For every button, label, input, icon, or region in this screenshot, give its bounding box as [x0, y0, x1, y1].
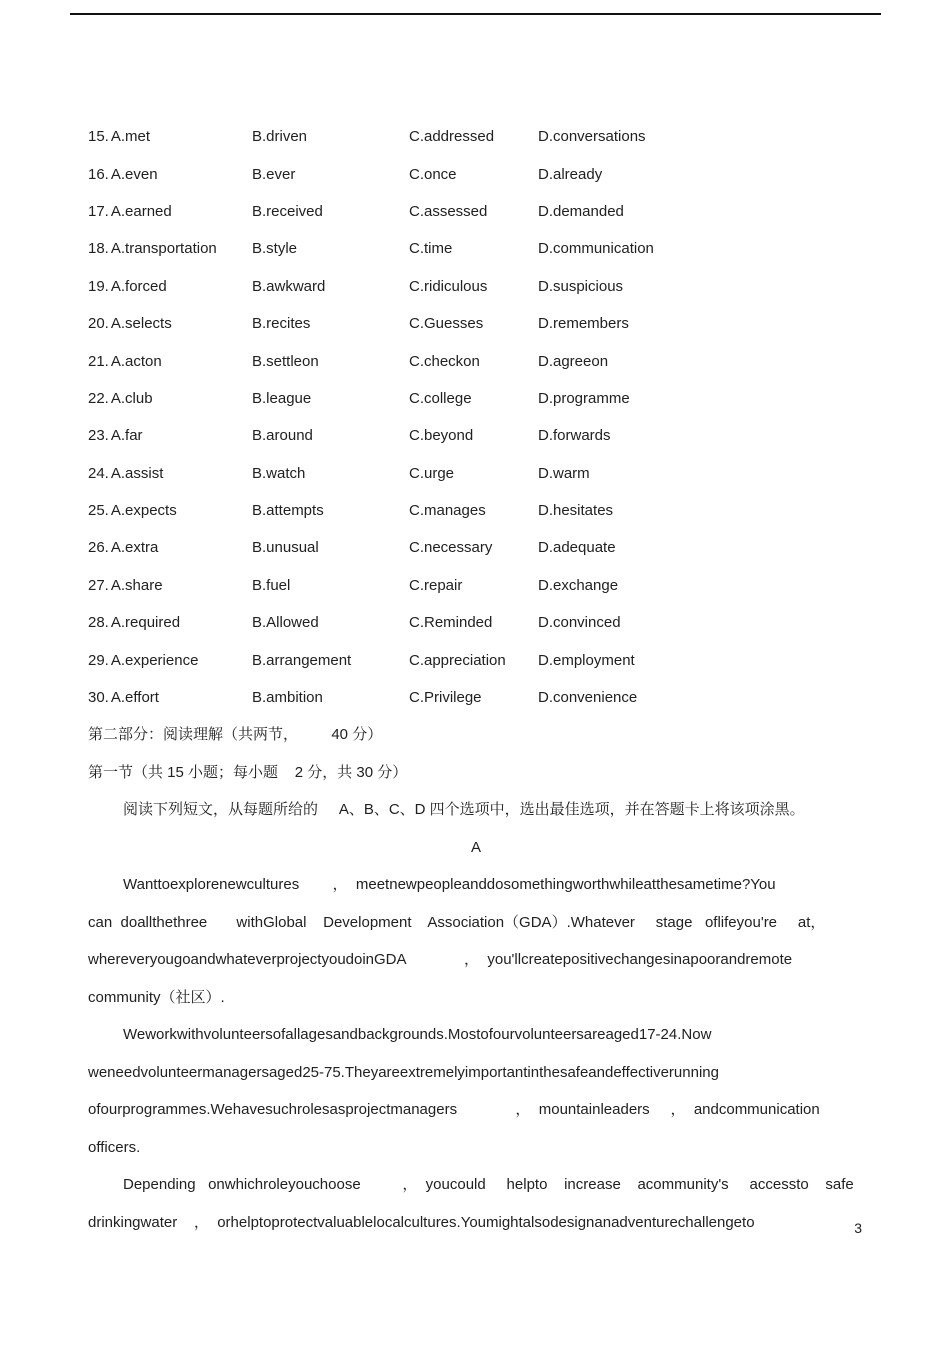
passage-line: officers.: [88, 1138, 141, 1156]
option-a: A.acton: [110, 352, 162, 370]
question-row: [88, 230, 864, 267]
option-a: A.earned: [110, 202, 172, 220]
question-number: 21.: [88, 352, 109, 370]
question-row: [88, 604, 864, 641]
option-c: C.addressed: [409, 128, 495, 146]
question-number: 28.: [88, 614, 109, 632]
question-number: 19.: [88, 277, 109, 295]
option-c: C.college: [409, 389, 472, 407]
part2-heading: 第二部分：阅读理解（共两节， 40 分）: [88, 726, 383, 744]
option-b: B.awkward: [252, 277, 326, 295]
option-b: B.ever: [252, 165, 296, 183]
option-d: D.agreeon: [538, 352, 609, 370]
option-b: B.watch: [252, 464, 306, 482]
passage-line: whereveryougoandwhateverprojectyoudoinGDA ， you'llcreatepositivechangesinapoorandremote: [88, 951, 793, 969]
option-b: B.settleon: [252, 352, 319, 370]
option-a: A.required: [110, 614, 181, 632]
option-a: A.effort: [110, 689, 159, 707]
question-row: [88, 305, 864, 342]
passage-paragraph-3: [88, 1166, 864, 1241]
option-c: C.once: [409, 165, 457, 183]
question-row: [88, 567, 864, 604]
question-number: 16.: [88, 165, 109, 183]
option-d: D.adequate: [538, 539, 616, 557]
option-b: B.style: [252, 240, 298, 258]
option-c: C.Reminded: [409, 614, 493, 632]
option-b: B.received: [252, 202, 323, 220]
page-content: [88, 118, 864, 1241]
reading-instructions: 阅读下列短文，从每题所给的 A、B、C、D 四个选项中，选出最佳选项，并在答题卡上将该项涂黑。: [123, 801, 805, 819]
question-row: [88, 455, 864, 492]
passage-line: community（社区）.: [88, 988, 225, 1006]
top-rule: [70, 13, 881, 15]
option-a: A.far: [110, 427, 143, 445]
question-number: 24.: [88, 464, 109, 482]
option-d: D.suspicious: [538, 277, 624, 295]
option-a: A.even: [110, 165, 158, 183]
option-c: C.necessary: [409, 539, 493, 557]
option-b: B.around: [252, 427, 313, 445]
option-a: A.club: [110, 389, 153, 407]
question-row: [88, 417, 864, 454]
question-number: 15.: [88, 128, 109, 146]
option-b: B.Allowed: [252, 614, 319, 632]
option-c: C.urge: [409, 464, 455, 482]
option-d: D.remembers: [538, 315, 629, 333]
option-a: A.share: [110, 576, 163, 594]
section1-heading: 第一节（共 15 小题；每小题 2 分，共 30 分）: [88, 763, 408, 781]
passage-paragraph-1: [88, 866, 864, 1016]
question-number: 20.: [88, 315, 109, 333]
question-row: [88, 193, 864, 230]
question-number: 17.: [88, 202, 109, 220]
option-c: C.Guesses: [409, 315, 484, 333]
option-d: D.programme: [538, 389, 630, 407]
question-number: 27.: [88, 576, 109, 594]
option-d: D.hesitates: [538, 502, 614, 520]
option-c: C.appreciation: [409, 651, 506, 669]
option-d: D.convinced: [538, 614, 621, 632]
question-number: 30.: [88, 689, 109, 707]
question-row: [88, 492, 864, 529]
question-row: [88, 529, 864, 566]
question-row: [88, 641, 864, 678]
option-d: D.exchange: [538, 576, 619, 594]
option-b: B.driven: [252, 128, 308, 146]
option-a: A.transportation: [110, 240, 217, 258]
question-row: [88, 679, 864, 716]
option-d: D.warm: [538, 464, 590, 482]
option-a: A.forced: [110, 277, 167, 295]
option-d: D.demanded: [538, 202, 624, 220]
option-b: B.ambition: [252, 689, 323, 707]
question-row: [88, 268, 864, 305]
page-number: 3: [854, 1220, 862, 1236]
option-d: D.communication: [538, 240, 654, 258]
option-a: A.extra: [110, 539, 159, 557]
option-b: B.recites: [252, 315, 311, 333]
question-row: [88, 380, 864, 417]
option-c: C.assessed: [409, 202, 488, 220]
option-d: D.already: [538, 165, 603, 183]
passage-label: A: [470, 838, 481, 856]
passage-line: drinkingwater ， orhelptoprotectvaluablelocalcultures.Youmightalsodesignanadventurechallengeto: [88, 1213, 755, 1231]
option-b: B.attempts: [252, 502, 324, 520]
option-b: B.fuel: [252, 576, 291, 594]
option-d: D.employment: [538, 651, 635, 669]
option-a: A.met: [110, 128, 151, 146]
option-a: A.expects: [110, 502, 177, 520]
option-c: C.Privilege: [409, 689, 482, 707]
option-c: C.manages: [409, 502, 486, 520]
passage-line: ofourprogrammes.Wehavesuchrolesasprojectmanagers ， mountainleaders ， andcommunication: [88, 1101, 820, 1119]
passage-line: Weworkwithvolunteersofallagesandbackgrounds.Mostofourvolunteersareaged17-24.Now: [123, 1026, 712, 1044]
option-b: B.arrangement: [252, 651, 352, 669]
passage-line: Wanttoexplorenewcultures ， meetnewpeopleanddosomethingworthwhileatthesametime?You: [123, 876, 776, 894]
option-c: C.beyond: [409, 427, 474, 445]
option-a: A.experience: [110, 651, 199, 669]
question-row: [88, 155, 864, 192]
option-b: B.unusual: [252, 539, 319, 557]
option-a: A.selects: [110, 315, 172, 333]
passage-paragraph-2: [88, 1016, 864, 1166]
question-number: 29.: [88, 651, 109, 669]
question-number: 23.: [88, 427, 109, 445]
option-c: C.time: [409, 240, 453, 258]
question-number: 22.: [88, 389, 109, 407]
question-row: [88, 118, 864, 155]
passage-line: Depending onwhichroleyouchoose ， youcould helpto increase acommunity's accessto safe: [123, 1176, 854, 1194]
passage-line: can doallthethree withGlobal Development Association（GDA）.Whatever stage oflifeyou're at，: [88, 913, 826, 931]
option-c: C.checkon: [409, 352, 480, 370]
question-number: 18.: [88, 240, 109, 258]
question-list: [88, 118, 864, 716]
question-number: 26.: [88, 539, 109, 557]
passage-line: weneedvolunteermanagersaged25-75.Theyareextremelyimportantinthesafeandeffectiverunning: [88, 1063, 719, 1081]
option-d: D.convenience: [538, 689, 638, 707]
option-d: D.forwards: [538, 427, 611, 445]
question-row: [88, 342, 864, 379]
question-number: 25.: [88, 502, 109, 520]
option-d: D.conversations: [538, 128, 646, 146]
option-c: C.repair: [409, 576, 463, 594]
option-a: A.assist: [110, 464, 164, 482]
option-c: C.ridiculous: [409, 277, 488, 295]
option-b: B.league: [252, 389, 312, 407]
